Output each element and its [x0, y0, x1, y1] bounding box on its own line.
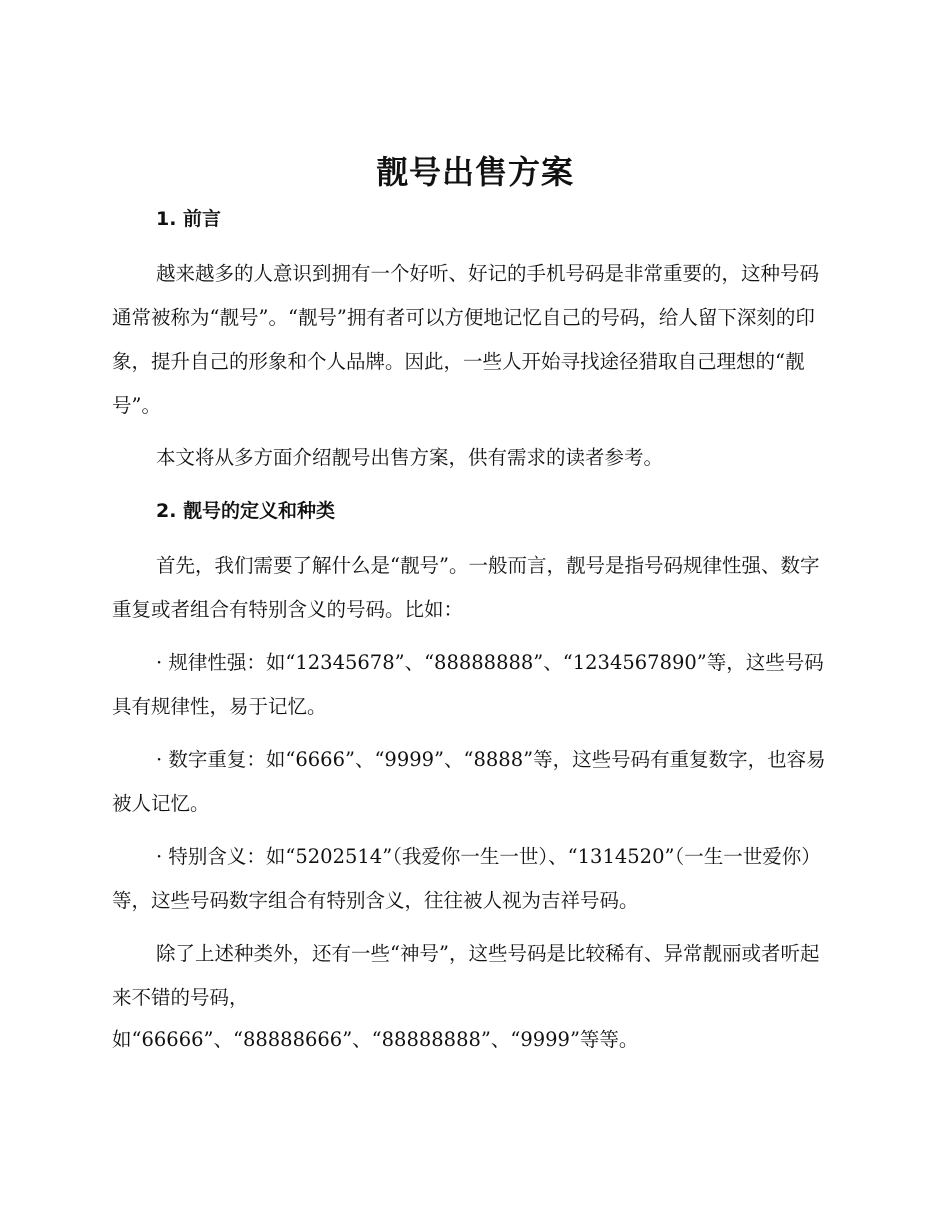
paragraph: 除了上述种类外，还有一些“神号”，这些号码是比较稀有、异常靓丽或者听起来不错的号码， [112, 942, 820, 1009]
paragraph-continuation: 如“66666”、“88888666”、“88888888”、“9999”等等。 [112, 1028, 639, 1051]
paragraph: 本文将从多方面介绍靓号出售方案，供有需求的读者参考。 [156, 446, 664, 469]
document-title: 靓号出售方案 [375, 153, 574, 191]
list-item-regular: · 规律性强：如“12345678”、“88888888”、“1234567890”等，这些号码具有规律性，易于记忆。 [112, 651, 824, 718]
section-heading-preface: 1. 前言 [156, 208, 222, 230]
list-item-meaning: · 特别含义：如“5202514”（我爱你一生一世）、“1314520”（一生一世爱你）等，这些号码数字组合有特别含义，往往被人视为吉祥号码。 [112, 845, 821, 912]
paragraph: 越来越多的人意识到拥有一个好听、好记的手机号码是非常重要的，这种号码通常被称为“靓号”。“靓号”拥有者可以方便地记忆自己的号码，给人留下深刻的印象，提升自己的形象和个人品牌。因此，一些人开始寻找途径猎取自己理想的“靓号”。 [112, 262, 820, 417]
paragraph: 首先，我们需要了解什么是“靓号”。一般而言，靓号是指号码规律性强、数字重复或者组合有特别含义的号码。比如： [112, 554, 820, 621]
section-heading-definition: 2. 靓号的定义和种类 [156, 500, 336, 522]
list-item-repeat: · 数字重复：如“6666”、“9999”、“8888”等，这些号码有重复数字，也容易被人记忆。 [112, 748, 826, 815]
